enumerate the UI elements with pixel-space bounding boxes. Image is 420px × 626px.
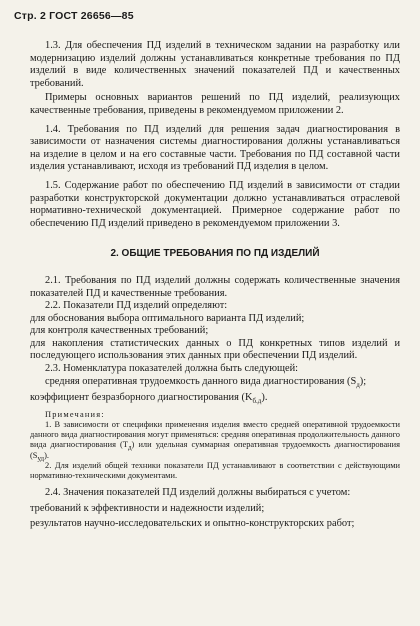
indicator-nondisassembly-symbol: $(K_{б.д})$. xyxy=(241,392,268,406)
paragraph-1-4: 1.4. Требования по ПД изделий для решения задач диагностирования в зависимости от назначения системы диагностирования должны устанавливаться на изделие в целом и на его составные части. Требования по ПД составной части изделия устанавливают, исходя из требований ПД изделия в целом. xyxy=(30,123,400,173)
paragraph-1-5: 1.5. Содержание работ по обеспечению ПД изделий в зависимости от стадии разработки конструкторской документации должно устанавливаться отраслевой нормативно-технической документацией. Примерное содержание работ по обеспечению ПД изделий приведено в рекомендуемом приложении 3. xyxy=(30,179,400,229)
list-item-2-2-b: для контроля качественных требований; xyxy=(30,325,209,337)
paragraph-2-3: 2.3. Номенклатура показателей должна быть следующей: xyxy=(45,363,299,375)
list-item-2-2-a: для обоснования выбора оптимального варианта ПД изделий; xyxy=(30,312,305,324)
indicator-labor-intensity-symbol: $(S_д)$; xyxy=(346,375,367,389)
note-1: 1. В зависимости от специфики применения изделия вместо средней оперативной трудоемкости данного вида диагностирования могут применяться: средняя оперативная продолжительность данного вида диагностирования $(T_д)$ или удельная суммарная оперативная трудоемкость диагностирования $(S_{уд})$. xyxy=(30,420,400,463)
section-2-title: 2. ОБЩИЕ ТРЕБОВАНИЯ ПО ПД ИЗДЕЛИЙ xyxy=(110,248,320,260)
paragraph-2-4: 2.4. Значения показателей ПД изделий должны выбираться с учетом: xyxy=(45,487,351,499)
notes-title: Примечания: xyxy=(45,409,105,419)
list-item-2-4-b: результатов научно-исследовательских и опытно-конструкторских работ; xyxy=(30,518,355,530)
paragraph-2-1: 2.1. Требования по ПД изделий должны содержать количественные значения показателей ПД и качественные требования. xyxy=(30,274,400,299)
paragraph-1-3: 1.3. Для обеспечения ПД изделий в техническом задании на разработку или модернизацию изделий должны устанавливаться конкретные требования по ПД изделий в виде количественных значений показателей ПД и качественных требований. xyxy=(30,40,400,89)
indicator-labor-intensity xyxy=(30,376,400,389)
page-header: Стр. 2 ГОСТ 26656—85 xyxy=(14,10,134,22)
list-item-2-4-a: требований к эффективности и надежности изделий; xyxy=(30,502,265,514)
note-2: 2. Для изделий общей техники показатели ПД устанавливают в соответствии с действующими нормативно-техническими документами. xyxy=(30,460,400,481)
paragraph-2-2: 2.2. Показатели ПД изделий определяют: xyxy=(45,300,228,312)
indicator-nondisassembly-text: коэффициент безразборного диагностирования xyxy=(30,392,239,404)
paragraph-1-3-examples: Примеры основных вариантов решений по ПД изделий, реализующих качественные требования, приведены в рекомендуемом приложении 2. xyxy=(30,92,400,116)
list-item-2-2-c: для накопления статистических данных о ПД конкретных типов изделий и последующего использования этих данных при обеспечении ПД изделий. xyxy=(30,337,400,362)
indicator-nondisassembly xyxy=(30,392,400,405)
notes-block xyxy=(30,410,400,481)
indicator-labor-intensity-text: средняя оперативная трудоемкость данного вида диагностирования xyxy=(45,375,345,387)
document-body xyxy=(30,40,400,531)
